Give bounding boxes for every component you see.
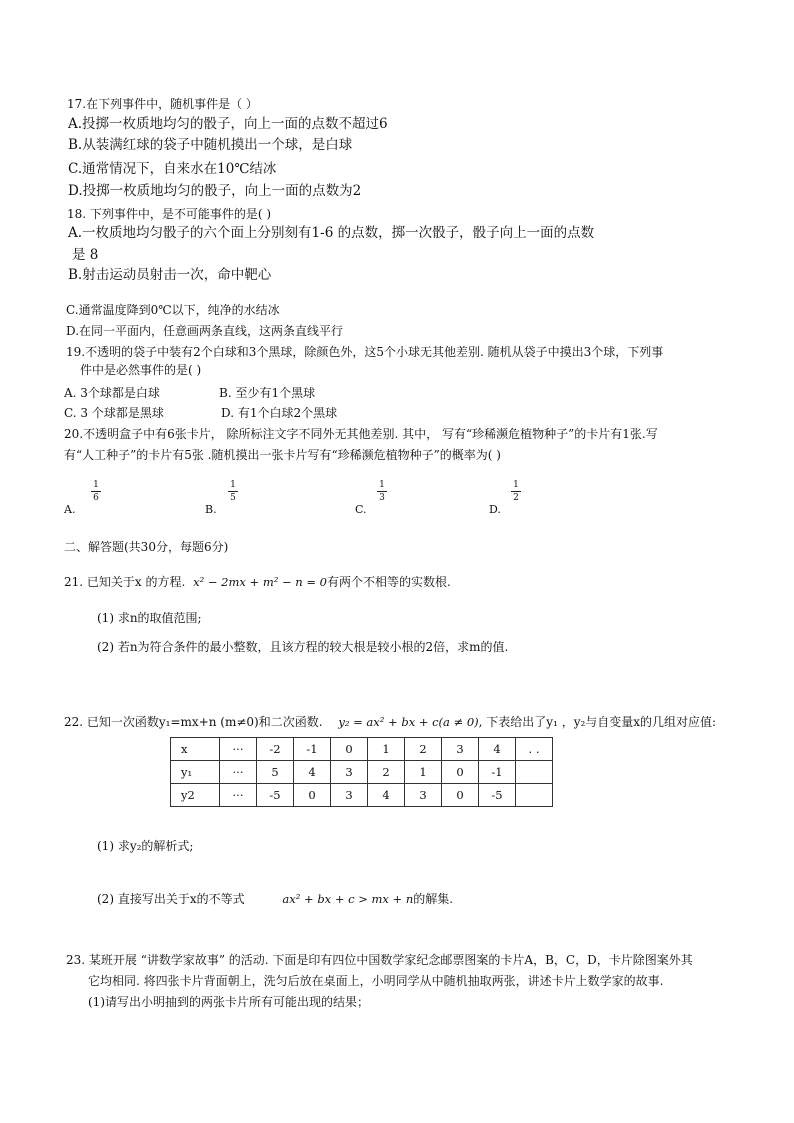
- table-cell: 3: [405, 784, 442, 807]
- fraction-denominator: 5: [230, 493, 236, 503]
- table-cell: 0: [442, 761, 479, 784]
- table-cell: 0: [331, 738, 368, 761]
- table-cell: 1: [368, 738, 405, 761]
- table-cell: -2: [257, 738, 294, 761]
- q19-option-b: B. 至少有1个黑球: [219, 386, 316, 400]
- q18-option-d: D.在同一平面内，任意画两条直线，这两条直线平行: [66, 324, 344, 338]
- q22-quadratic: y₂ = ax² + bx + c(a ≠ 0): [338, 715, 479, 729]
- q19-option-d: D. 有1个白球2个黑球: [221, 406, 338, 420]
- table-cell: ···: [220, 738, 257, 761]
- q19-option-c: C. 3 个球都是黑球: [64, 406, 164, 420]
- q17-option-b: B.从装满红球的袋子中随机摸出一个球，是白球: [68, 137, 353, 153]
- q17-option-d: D.投掷一枚质地均匀的骰子，向上一面的点数为2: [68, 183, 362, 199]
- q21-equation: x² − 2mx + m² − n = 0: [193, 575, 327, 589]
- q20-stem-line1: 20.不透明盒子中有6张卡片， 除所标注文字不同外无其他差别. 其中， 写有“珍稀濒危植物种子”的卡片有1张.写: [64, 427, 658, 441]
- q22-part2-suffix: 的解集.: [413, 892, 454, 906]
- table-cell: x: [171, 738, 220, 761]
- q21-stem-suffix: 有两个不相等的实数根.: [326, 575, 451, 589]
- table-cell: 1: [405, 761, 442, 784]
- table-cell: 0: [294, 784, 331, 807]
- fraction-numerator: 1: [379, 480, 385, 490]
- q18-option-b: B.射击运动员射击一次，命中靶心: [68, 267, 272, 283]
- table-cell: . .: [516, 738, 553, 761]
- q20-option-d-fraction: [511, 480, 521, 503]
- q21-part1: (1) 求n的取值范围;: [97, 611, 202, 625]
- q18-stem: 18. 下列事件中，是不可能事件的是( ): [67, 207, 272, 221]
- table-cell: 3: [442, 738, 479, 761]
- fraction-numerator: 1: [513, 480, 519, 490]
- q19-option-a: A. 3个球都是白球: [64, 386, 160, 400]
- q17-option-c: C.通常情况下，自来水在10℃结冰: [68, 161, 277, 177]
- q19-stem-line1: 19.不透明的袋子中装有2个白球和3个黑球，除颜色外，这5个小球无其他差别. 随机从袋子中摸出3个球，下列事: [66, 345, 664, 359]
- q20-option-a-label: A.: [64, 503, 76, 516]
- table-cell: ···: [220, 761, 257, 784]
- table-cell: 2: [368, 761, 405, 784]
- fraction-numerator: 1: [230, 480, 236, 490]
- fraction-denominator: 3: [379, 493, 385, 503]
- table-cell: 4: [368, 784, 405, 807]
- table-cell: y₁: [171, 761, 220, 784]
- q22-part1: (1) 求y₂的解析式;: [97, 839, 194, 853]
- fraction-numerator: 1: [93, 480, 99, 490]
- q20-option-b-fraction: [228, 480, 238, 503]
- value-table: [170, 737, 553, 807]
- q20-option-d-label: D.: [489, 503, 501, 516]
- q22-stem-suffix: , 下表给出了y₁ ，y₂与自变量x的几组对应值:: [478, 715, 717, 729]
- table-cell: 3: [331, 761, 368, 784]
- table-cell: -5: [257, 784, 294, 807]
- q22-inequality: ax² + bx + c > mx + n: [282, 892, 414, 906]
- fraction-denominator: 6: [93, 493, 99, 503]
- q21-stem: [64, 573, 451, 590]
- q17-option-a: A.投掷一枚质地均匀的骰子，向上一面的点数不超过6: [68, 116, 388, 132]
- q21-stem-prefix: 21. 已知关于x 的方程.: [64, 575, 186, 589]
- q23-part1: (1)请写出小明抽到的两张卡片所有可能出现的结果；: [88, 995, 370, 1009]
- q22-part2-prefix: (2) 直接写出关于x的不等式: [97, 892, 245, 906]
- q17-stem: 17.在下列事件中，随机事件是（ ）: [67, 97, 258, 111]
- q19-stem-line2: 件中是必然事件的是( ): [80, 363, 202, 377]
- fraction-denominator: 2: [513, 493, 519, 503]
- q20-option-c-fraction: [377, 480, 387, 503]
- table-cell: -5: [479, 784, 516, 807]
- table-cell: 0: [442, 784, 479, 807]
- q23-stem-line1: 23. 某班开展 “讲数学家故事” 的活动. 下面是印有四位中国数学家纪念邮票图案的卡片A，B，C，D，卡片除图案外其: [66, 953, 693, 967]
- q20-option-a-fraction: [91, 480, 101, 503]
- q22-stem: [64, 713, 716, 730]
- table-cell: y2: [171, 784, 220, 807]
- q18-option-a-line1: A.一枚质地均匀骰子的六个面上分别刻有1-6 的点数，掷一次骰子，骰子向上一面的点数: [68, 225, 595, 241]
- table-row: [171, 761, 553, 784]
- table-cell: 4: [294, 761, 331, 784]
- table-cell: ···: [220, 784, 257, 807]
- q18-option-a-line2: 是 8: [72, 247, 99, 263]
- q21-part2: (2) 若n为符合条件的最小整数，且该方程的较大根是较小根的2倍，求m的值.: [97, 640, 509, 654]
- table-cell: 5: [257, 761, 294, 784]
- section-heading: 二、解答题(共30分，每题6分): [64, 540, 229, 554]
- q22-stem-prefix: 22. 已知一次函数y₁=mx+n (m≠0)和二次函数.: [64, 715, 323, 729]
- q20-stem-line2: 有“人工种子”的卡片有5张 .随机摸出一张卡片写有“珍稀濒危植物种子”的概率为( ): [64, 448, 501, 462]
- q22-part2: [97, 890, 453, 907]
- table-cell: 3: [331, 784, 368, 807]
- q23-stem-line2: 它均相同. 将四张卡片背面朝上，洗匀后放在桌面上，小明同学从中随机抽取两张，讲述卡片上数学家的故事.: [88, 974, 664, 988]
- q20-option-c-label: C.: [355, 503, 367, 516]
- table-cell: 4: [479, 738, 516, 761]
- table-row: [171, 738, 553, 761]
- q18-option-c: C.通常温度降到0℃以下，纯净的水结冰: [66, 303, 280, 317]
- table-cell: [516, 761, 553, 784]
- table-cell: 2: [405, 738, 442, 761]
- table-cell: -1: [294, 738, 331, 761]
- table-row: [171, 784, 553, 807]
- q20-option-b-label: B.: [205, 503, 217, 516]
- table-cell: -1: [479, 761, 516, 784]
- table-cell: [516, 784, 553, 807]
